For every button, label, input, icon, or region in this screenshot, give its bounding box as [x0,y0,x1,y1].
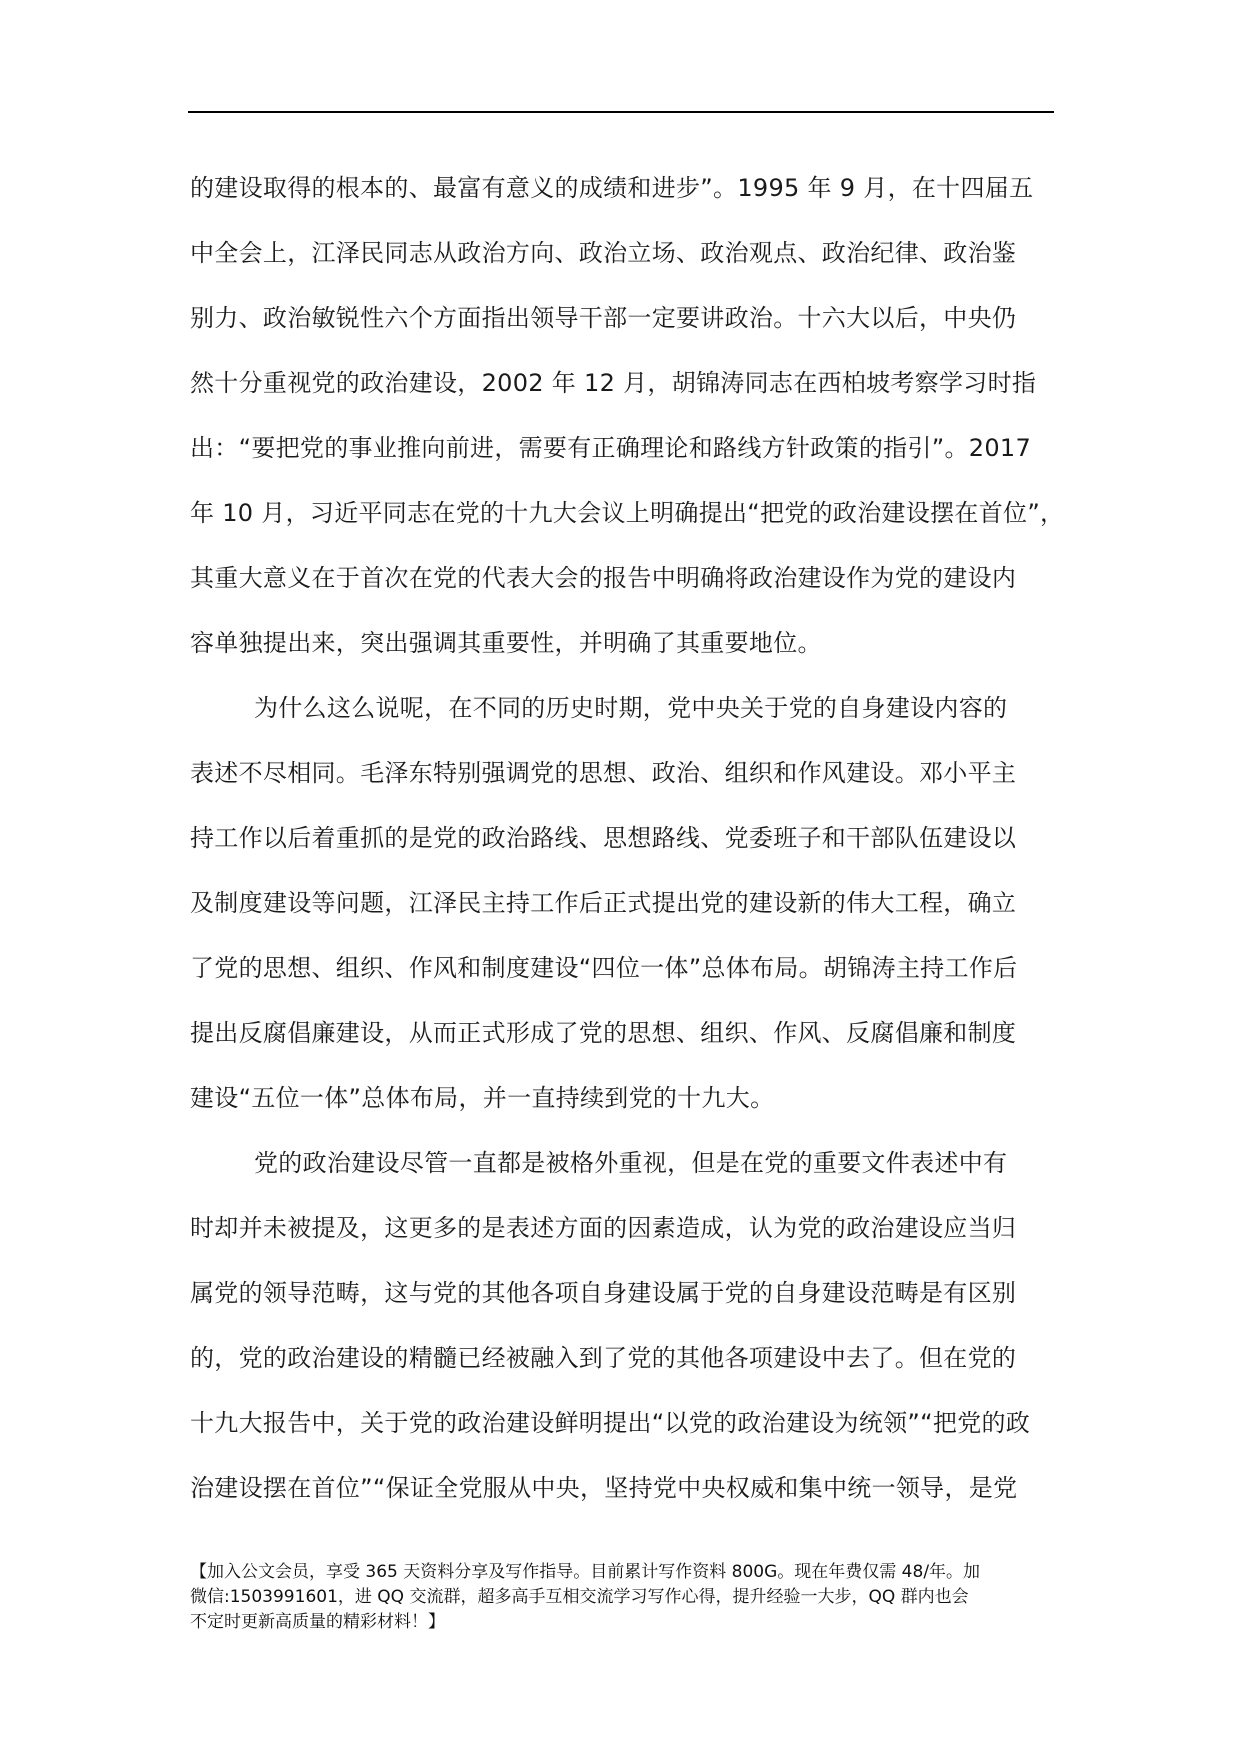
text-line: 十九大报告中，关于党的政治建设鲜明提出“以党的政治建设为统领”“把党的政 [190,1409,1031,1437]
body-text [190,163,1065,1528]
paragraph-first-line: 为什么这么说呢，在不同的历史时期，党中央关于党的自身建设内容的 [254,694,1008,722]
text-line: 及制度建设等问题，江泽民主持工作后正式提出党的建设新的伟大工程，确立 [190,889,1017,917]
text-line: 其重大意义在于首次在党的代表大会的报告中明确将政治建设作为党的建设内 [190,564,1017,592]
text-line: 年 10 月，习近平同志在党的十九大会议上明确提出“把党的政治建设摆在首位”， [190,499,1065,527]
footer-line: 不定时更新高质量的精彩材料！】 [190,1612,445,1632]
text-line: 出：“要把党的事业推向前进，需要有正确理论和路线方针政策的指引”。2017 [190,434,1032,462]
footer-line: 【加入公文会员，享受 365 天资料分享及写作指导。目前累计写作资料 800G。现在年费仅需 48/年。加 [190,1562,981,1582]
text-line: 别力、政治敏锐性六个方面指出领导干部一定要讲政治。十六大以后，中央仍 [190,304,1017,332]
text-line: 持工作以后着重抓的是党的政治路线、思想路线、党委班子和干部队伍建设以 [190,824,1017,852]
text-line: 治建设摆在首位”“保证全党服从中央，坚持党中央权威和集中统一领导，是党 [190,1474,1018,1502]
text-line: 然十分重视党的政治建设，2002 年 12 月，胡锦涛同志在西柏坡考察学习时指 [190,369,1037,397]
paragraph-first-line: 党的政治建设尽管一直都是被格外重视，但是在党的重要文件表述中有 [254,1149,1008,1177]
text-line: 时却并未被提及，这更多的是表述方面的因素造成，认为党的政治建设应当归 [190,1214,1017,1242]
text-line: 的建设取得的根本的、最富有意义的成绩和进步”。1995 年 9 月，在十四届五 [190,174,1034,202]
text-line: 中全会上，江泽民同志从政治方向、政治立场、政治观点、政治纪律、政治鉴 [190,239,1017,267]
footer-line: 微信:1503991601，进 QQ 交流群，超多高手互相交流学习写作心得，提升经验一大步，QQ 群内也会 [190,1587,969,1607]
text-line: 的，党的政治建设的精髓已经被融入到了党的其他各项建设中去了。但在党的 [190,1344,1017,1372]
header-rule [188,111,1054,113]
text-line: 表述不尽相同。毛泽东特别强调党的思想、政治、组织和作风建设。邓小平主 [190,759,1017,787]
text-line: 属党的领导范畴，这与党的其他各项自身建设属于党的自身建设范畴是有区别 [190,1279,1017,1307]
footer-advertisement [190,1560,1058,1635]
text-line: 提出反腐倡廉建设，从而正式形成了党的思想、组织、作风、反腐倡廉和制度 [190,1019,1017,1047]
text-line: 建设“五位一体”总体布局，并一直持续到党的十九大。 [190,1084,775,1112]
text-line: 了党的思想、组织、作风和制度建设“四位一体”总体布局。胡锦涛主持工作后 [190,954,1018,982]
text-line: 容单独提出来，突出强调其重要性，并明确了其重要地位。 [190,629,822,657]
